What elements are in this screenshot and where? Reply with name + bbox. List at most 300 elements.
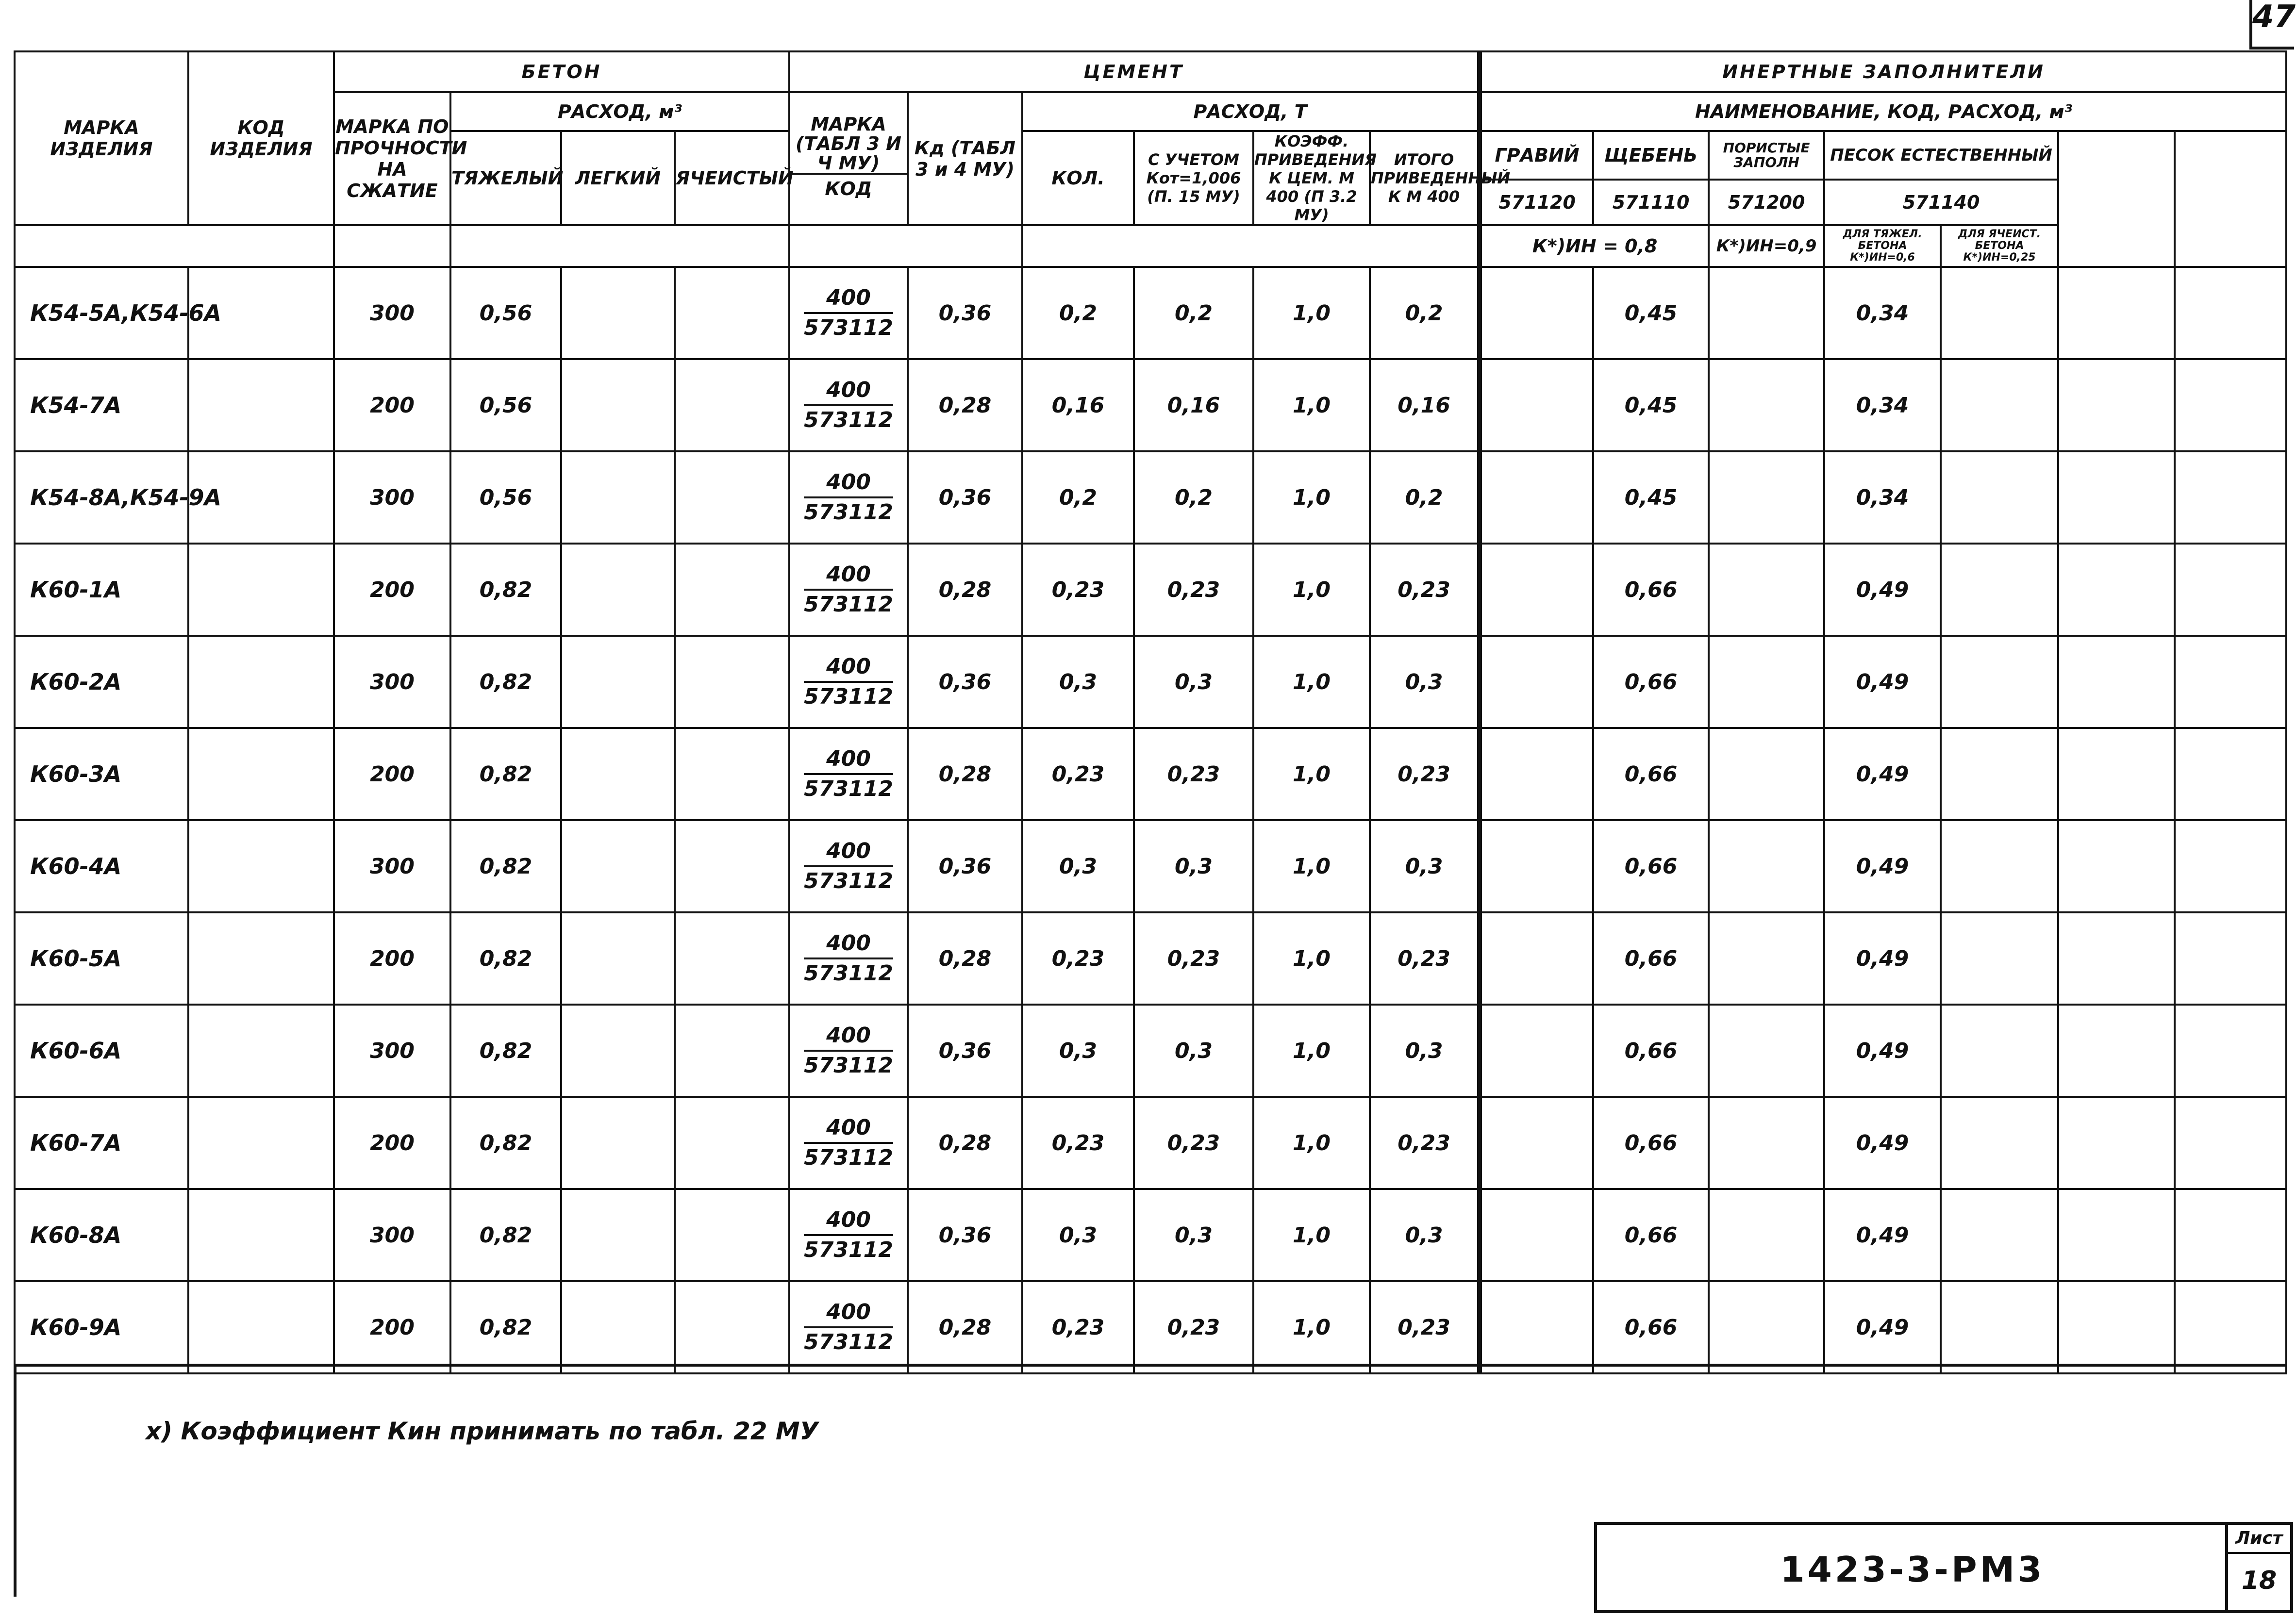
table-row [15,820,2286,912]
cement-kod-value: 573112 [804,500,893,525]
header-cement-kod: КОД [825,178,872,199]
header-pesok: ПЕСОК ЕСТЕСТВЕННЫЙ [1824,131,2058,180]
cement-kod-value: 573112 [804,869,893,893]
header-rashod-t: РАСХОД, Т [1022,92,1480,131]
table-body [15,267,2286,1373]
row-pesok-tyazh: 0,49 [1824,1097,1941,1189]
row-pesok-yach [1941,359,2058,451]
row-pesok-tyazh: 0,49 [1824,912,1941,1005]
row-poristye [1709,1281,1824,1373]
row-scheben: 0,66 [1593,1005,1709,1097]
row-poristye [1709,728,1824,820]
k-pesok-yach: ДЛЯ ЯЧЕИСТ. БЕТОНА К*)ИН=0,25 [1941,225,2058,267]
row-cement-marka [789,820,908,912]
row-itogo: 0,3 [1370,636,1480,728]
row-ka: 0,28 [908,544,1022,636]
row-mark: К60-2А [15,636,188,728]
row-cement-marka [789,267,908,359]
row-ka: 0,36 [908,820,1022,912]
row-cellular [675,544,789,636]
header-scheben: ЩЕБЕНЬ [1593,131,1709,180]
header-legky: ЛЕГКИЙ [561,131,675,225]
header-poristye: ПОРИСТЫЕ ЗАПОЛН [1709,131,1824,180]
row-cement-marka [789,1005,908,1097]
cement-kod-value: 573112 [804,1330,893,1354]
row-heavy: 0,56 [450,451,561,544]
row-strength: 300 [334,636,450,728]
sheet-number: 18 [2241,1566,2277,1595]
row-kod [188,912,334,1005]
code-poristye: 571200 [1709,180,1824,225]
row-koeff: 1,0 [1253,359,1370,451]
row-itogo: 0,2 [1370,267,1480,359]
table-row [15,544,2286,636]
cement-fraction [804,284,893,342]
row-mark: К54-7А [15,359,188,451]
row-pesok-tyazh: 0,49 [1824,820,1941,912]
row-cement-marka [789,544,908,636]
row-scheben: 0,66 [1593,820,1709,912]
cement-kod-value: 573112 [804,961,893,986]
row-poristye [1709,636,1824,728]
cement-marka-value: 400 [804,468,893,498]
row-s-uchetom: 0,3 [1134,636,1253,728]
row-kol: 0,3 [1022,820,1134,912]
footnote: х) Коэффициент Кин принимать по табл. 22 МУ [146,1417,819,1445]
row-scheben: 0,45 [1593,451,1709,544]
row-kod [188,1189,334,1281]
row-kol: 0,23 [1022,544,1134,636]
header-graviy: ГРАВИЙ [1480,131,1593,180]
row-strength: 300 [334,451,450,544]
row-s-uchetom: 0,2 [1134,267,1253,359]
row-graviy [1480,1097,1593,1189]
header-yacheisty: ЯЧЕИСТЫЙ [675,131,789,225]
row-strength: 300 [334,820,450,912]
row-poristye [1709,1189,1824,1281]
row-koeff: 1,0 [1253,451,1370,544]
row-pesok-tyazh: 0,34 [1824,451,1941,544]
cement-marka-value: 400 [804,561,893,591]
row-scheben: 0,45 [1593,359,1709,451]
row-kod [188,820,334,912]
row-graviy [1480,359,1593,451]
row-scheben: 0,66 [1593,544,1709,636]
row-heavy: 0,82 [450,1097,561,1189]
row-poristye [1709,544,1824,636]
header-cement-marka-text: МАРКА (ТАБЛ 3 И Ч МУ) [790,115,907,175]
row-strength: 200 [334,1097,450,1189]
cement-fraction [804,561,893,619]
row-cellular [675,1005,789,1097]
row-scheben: 0,66 [1593,1189,1709,1281]
header-cement: ЦЕМЕНТ [789,51,1480,92]
row-strength: 200 [334,359,450,451]
cement-kod-value: 573112 [804,1053,893,1078]
row-pesok-tyazh: 0,49 [1824,728,1941,820]
row-kol: 0,16 [1022,359,1134,451]
cement-fraction [804,837,893,895]
row-cement-marka [789,1189,908,1281]
row-s-uchetom: 0,23 [1134,544,1253,636]
row-s-uchetom: 0,3 [1134,1005,1253,1097]
table-row [15,451,2286,544]
table-row [15,1189,2286,1281]
row-graviy [1480,1189,1593,1281]
row-kol: 0,2 [1022,267,1134,359]
cement-kod-value: 573112 [804,776,893,801]
row-kol: 0,23 [1022,1281,1134,1373]
row-koeff: 1,0 [1253,636,1370,728]
cement-fraction [804,376,893,434]
row-empty-1 [2058,1189,2175,1281]
row-heavy: 0,82 [450,1281,561,1373]
row-ka: 0,36 [908,636,1022,728]
row-itogo: 0,3 [1370,1189,1480,1281]
row-scheben: 0,66 [1593,912,1709,1005]
row-poristye [1709,267,1824,359]
row-cement-marka [789,728,908,820]
row-poristye [1709,1097,1824,1189]
row-pesok-yach [1941,728,2058,820]
table-row [15,1005,2286,1097]
row-light [561,728,675,820]
title-block [1594,1522,2228,1613]
row-strength: 200 [334,1281,450,1373]
cement-marka-value: 400 [804,1298,893,1328]
row-itogo: 0,3 [1370,1005,1480,1097]
cement-kod-value: 573112 [804,1238,893,1262]
cement-kod-value: 573112 [804,315,893,340]
row-poristye [1709,359,1824,451]
row-cellular [675,1097,789,1189]
row-itogo: 0,23 [1370,912,1480,1005]
cement-marka-value: 400 [804,745,893,775]
header-bottom-spacer-cement [789,225,1022,267]
row-pesok-yach [1941,636,2058,728]
cement-kod-value: 573112 [804,592,893,617]
row-mark: К60-5А [15,912,188,1005]
row-empty-2 [2175,820,2286,912]
row-mark: К60-6А [15,1005,188,1097]
row-empty-1 [2058,359,2175,451]
row-s-uchetom: 0,23 [1134,1281,1253,1373]
cement-fraction [804,653,893,711]
row-cement-marka [789,451,908,544]
row-heavy: 0,82 [450,1005,561,1097]
row-strength: 300 [334,267,450,359]
header-bottom-spacer-strength [334,225,450,267]
row-kod [188,728,334,820]
frame-line-bottom [14,1364,2285,1367]
cement-fraction [804,1022,893,1080]
row-graviy [1480,912,1593,1005]
header-marka-po-prochnosti: МАРКА ПО ПРОЧНОСТИ НА СЖАТИЕ [334,92,450,225]
row-kol: 0,23 [1022,1097,1134,1189]
table-row [15,1097,2286,1189]
cement-kod-value: 573112 [804,1145,893,1170]
header-tyazhely: ТЯЖЕЛЫЙ [450,131,561,225]
row-poristye [1709,451,1824,544]
row-pesok-yach [1941,267,2058,359]
header-empty-col-2 [2175,131,2286,267]
row-empty-2 [2175,1189,2286,1281]
row-empty-2 [2175,451,2286,544]
row-kol: 0,3 [1022,1189,1134,1281]
header-cement-marka [789,92,908,225]
row-empty-1 [2058,1005,2175,1097]
row-ka: 0,36 [908,1005,1022,1097]
row-graviy [1480,267,1593,359]
row-empty-2 [2175,1097,2286,1189]
row-cement-marka [789,359,908,451]
row-cellular [675,451,789,544]
table-row [15,1281,2286,1373]
row-cellular [675,267,789,359]
row-s-uchetom: 0,3 [1134,1189,1253,1281]
document-code: 1423-3-РМ3 [1780,1549,2045,1590]
row-itogo: 0,3 [1370,820,1480,912]
row-graviy [1480,636,1593,728]
row-heavy: 0,56 [450,267,561,359]
header-ka: Кд (ТАБЛ 3 и 4 МУ) [908,92,1022,225]
row-ka: 0,28 [908,1097,1022,1189]
row-light [561,1097,675,1189]
row-strength: 200 [334,912,450,1005]
row-empty-2 [2175,267,2286,359]
row-pesok-yach [1941,1189,2058,1281]
row-kod [188,544,334,636]
row-scheben: 0,66 [1593,1281,1709,1373]
sheet-number-box [2225,1522,2293,1613]
row-empty-1 [2058,820,2175,912]
row-scheben: 0,45 [1593,267,1709,359]
header-bottom-spacer-rashod [1022,225,1480,267]
table-row [15,359,2286,451]
row-light [561,1005,675,1097]
row-graviy [1480,544,1593,636]
row-itogo: 0,2 [1370,451,1480,544]
header-koeff: КОЭФФ. ПРИВЕДЕНИЯ К ЦЕМ. М 400 (П 3.2 МУ) [1254,132,1377,224]
row-cement-marka [789,912,908,1005]
code-pesok: 571140 [1824,180,2058,225]
row-empty-2 [2175,1005,2286,1097]
row-kol: 0,2 [1022,451,1134,544]
row-kod [188,636,334,728]
row-empty-2 [2175,359,2286,451]
sheet-label: Лист [2228,1525,2290,1554]
header-bottom-spacer-left [15,225,334,267]
row-strength: 300 [334,1005,450,1097]
row-graviy [1480,1281,1593,1373]
row-graviy [1480,1005,1593,1097]
row-s-uchetom: 0,23 [1134,1097,1253,1189]
row-light [561,267,675,359]
row-empty-2 [2175,912,2286,1005]
row-pesok-yach [1941,544,2058,636]
cement-fraction [804,929,893,988]
cement-fraction [804,468,893,527]
row-ka: 0,36 [908,451,1022,544]
k-graviy-scheben: К*)ИН = 0,8 [1480,225,1709,267]
row-mark: К60-7А [15,1097,188,1189]
row-empty-1 [2058,1281,2175,1373]
row-kod [188,1097,334,1189]
cement-marka-value: 400 [804,1022,893,1052]
cement-fraction [804,1206,893,1264]
row-s-uchetom: 0,23 [1134,912,1253,1005]
header-marka-izdeliya: МАРКА ИЗДЕЛИЯ [15,51,188,225]
frame-line-left [14,1364,17,1597]
row-cement-marka [789,1097,908,1189]
row-light [561,359,675,451]
row-kol: 0,23 [1022,912,1134,1005]
row-strength: 200 [334,544,450,636]
row-poristye [1709,912,1824,1005]
row-heavy: 0,56 [450,359,561,451]
table-row [15,728,2286,820]
row-cellular [675,1281,789,1373]
row-kol: 0,23 [1022,728,1134,820]
row-empty-2 [2175,636,2286,728]
row-empty-2 [2175,544,2286,636]
row-mark: К60-8А [15,1189,188,1281]
row-mark: К60-9А [15,1281,188,1373]
row-pesok-yach [1941,1281,2058,1373]
row-empty-1 [2058,636,2175,728]
k-pesok-tyazh: ДЛЯ ТЯЖЕЛ. БЕТОНА К*)ИН=0,6 [1824,225,1941,267]
row-pesok-tyazh: 0,34 [1824,267,1941,359]
row-mark: К54-8А,К54-9А [15,451,188,544]
row-s-uchetom: 0,3 [1134,820,1253,912]
row-itogo: 0,23 [1370,728,1480,820]
row-ka: 0,28 [908,728,1022,820]
row-pesok-tyazh: 0,49 [1824,636,1941,728]
row-empty-1 [2058,267,2175,359]
row-koeff: 1,0 [1253,820,1370,912]
row-cement-marka [789,636,908,728]
row-light [561,636,675,728]
row-koeff: 1,0 [1253,544,1370,636]
table-row [15,636,2286,728]
row-koeff: 1,0 [1253,1281,1370,1373]
row-mark: К60-4А [15,820,188,912]
row-ka: 0,28 [908,1281,1022,1373]
row-koeff: 1,0 [1253,267,1370,359]
row-pesok-yach [1941,1005,2058,1097]
row-empty-1 [2058,544,2175,636]
row-cellular [675,1189,789,1281]
row-heavy: 0,82 [450,820,561,912]
cement-fraction [804,745,893,803]
row-kol: 0,3 [1022,636,1134,728]
cement-kod-value: 573112 [804,408,893,432]
row-heavy: 0,82 [450,544,561,636]
row-pesok-tyazh: 0,34 [1824,359,1941,451]
row-graviy [1480,451,1593,544]
row-strength: 300 [334,1189,450,1281]
header-kod-izdeliya: КОД ИЗДЕЛИЯ [188,51,334,225]
cement-marka-value: 400 [804,284,893,314]
header-beton: БЕТОН [334,51,789,92]
header-naimenovanie: НАИМЕНОВАНИЕ, КОД, РАСХОД, м³ [1480,92,2286,131]
row-pesok-yach [1941,1097,2058,1189]
row-light [561,1189,675,1281]
row-empty-1 [2058,1097,2175,1189]
row-scheben: 0,66 [1593,728,1709,820]
header-rashod-m3: РАСХОД, м³ [450,92,789,131]
row-pesok-tyazh: 0,49 [1824,544,1941,636]
row-ka: 0,28 [908,359,1022,451]
row-cellular [675,820,789,912]
row-ka: 0,36 [908,1189,1022,1281]
cement-marka-value: 400 [804,1114,893,1144]
row-koeff: 1,0 [1253,1189,1370,1281]
row-empty-2 [2175,1281,2286,1373]
row-s-uchetom: 0,16 [1134,359,1253,451]
cement-fraction [804,1298,893,1356]
row-ka: 0,28 [908,912,1022,1005]
row-light [561,451,675,544]
row-heavy: 0,82 [450,912,561,1005]
row-empty-1 [2058,912,2175,1005]
k-poristye: К*)ИН=0,9 [1709,225,1824,267]
row-itogo: 0,23 [1370,1281,1480,1373]
row-light [561,912,675,1005]
row-heavy: 0,82 [450,728,561,820]
row-scheben: 0,66 [1593,636,1709,728]
row-pesok-tyazh: 0,49 [1824,1281,1941,1373]
row-graviy [1480,728,1593,820]
row-koeff: 1,0 [1253,1005,1370,1097]
row-koeff: 1,0 [1253,912,1370,1005]
row-light [561,544,675,636]
row-empty-1 [2058,728,2175,820]
row-cement-marka [789,1281,908,1373]
corner-page-number: 47 [2249,0,2294,50]
row-cellular [675,359,789,451]
table-row [15,912,2286,1005]
cement-marka-value: 400 [804,653,893,683]
row-cellular [675,636,789,728]
table-row [15,267,2286,359]
row-pesok-yach [1941,912,2058,1005]
row-strength: 200 [334,728,450,820]
row-pesok-tyazh: 0,49 [1824,1189,1941,1281]
row-scheben: 0,66 [1593,1097,1709,1189]
row-mark: К54-5А,К54-6А [15,267,188,359]
row-heavy: 0,82 [450,1189,561,1281]
cement-marka-value: 400 [804,837,893,867]
row-mark: К60-3А [15,728,188,820]
row-mark: К60-1А [15,544,188,636]
row-poristye [1709,820,1824,912]
row-poristye [1709,1005,1824,1097]
row-cellular [675,728,789,820]
row-kod [188,1281,334,1373]
row-cellular [675,912,789,1005]
row-ka: 0,36 [908,267,1022,359]
row-heavy: 0,82 [450,636,561,728]
cement-marka-value: 400 [804,929,893,959]
cement-kod-value: 573112 [804,684,893,709]
row-kod [188,1005,334,1097]
row-kod [188,359,334,451]
cement-marka-value: 400 [804,1206,893,1236]
header-itogo: ИТОГО ПРИВЕДЕННЫЙ К М 400 [1370,131,1480,225]
code-scheben: 571110 [1593,180,1709,225]
row-pesok-yach [1941,820,2058,912]
